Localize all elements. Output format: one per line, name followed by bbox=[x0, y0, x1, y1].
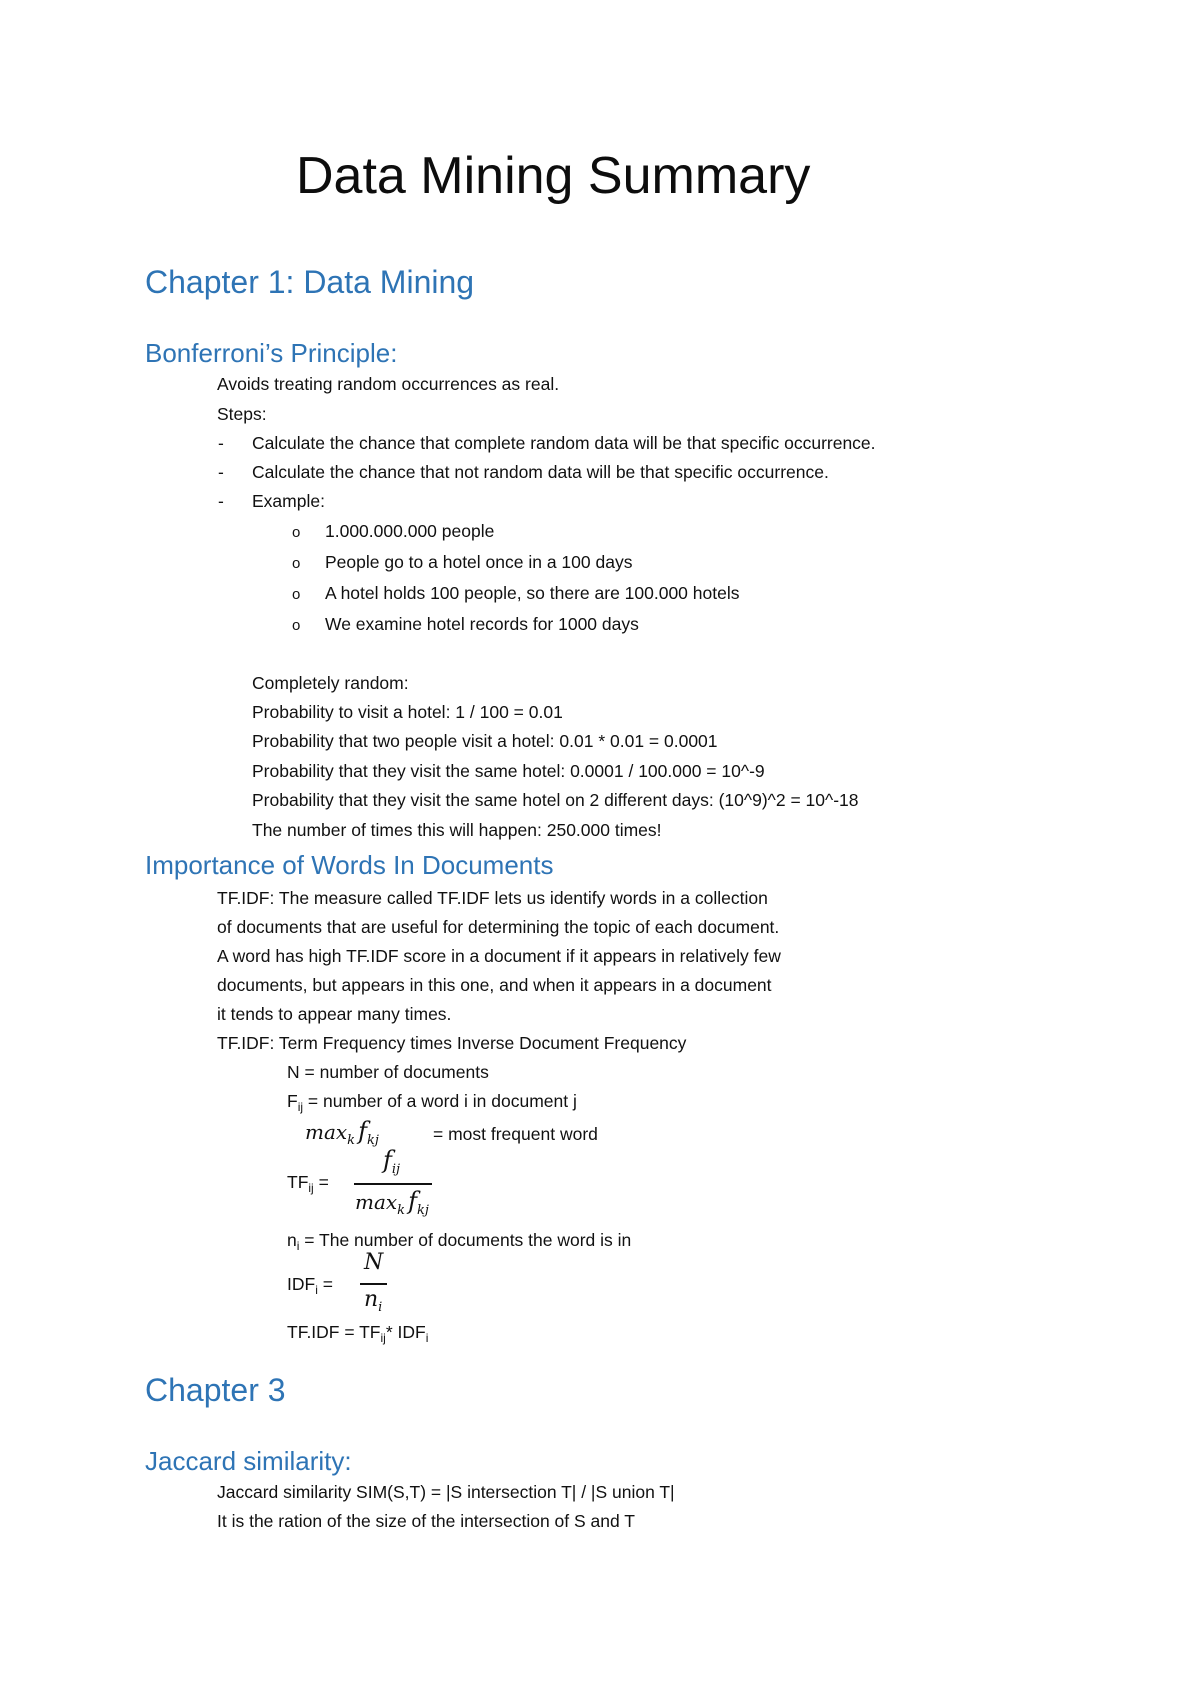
idf-denominator: $n_i$ bbox=[364, 1287, 383, 1315]
f-definition: $F_{ij}$ = number of a word i in document j bbox=[287, 1091, 577, 1114]
step-item: Calculate the chance that complete random data will be that specific occurrence. bbox=[252, 433, 876, 453]
dash-bullet: - bbox=[218, 491, 224, 511]
random-label: Completely random: bbox=[252, 673, 409, 693]
max-formula: $\max_k f_{kj}$ bbox=[305, 1117, 379, 1148]
random-line: Probability that they visit the same hotel: 0.0001 / 100.000 = 10^-9 bbox=[252, 761, 765, 781]
dash-bullet: - bbox=[218, 433, 224, 453]
idf-label: $IDF_i$ = bbox=[287, 1274, 333, 1297]
step-item: Calculate the chance that not random data will be that specific occurrence. bbox=[252, 462, 829, 482]
bonferroni-intro: Avoids treating random occurrences as real. bbox=[217, 374, 560, 394]
random-line: The number of times this will happen: 250.000 times! bbox=[252, 820, 662, 840]
circle-bullet: o bbox=[292, 524, 301, 541]
bonferroni-heading: Bonferroni’s Principle: bbox=[145, 338, 398, 368]
document-title: Data Mining Summary bbox=[296, 147, 811, 205]
random-line: Probability that two people visit a hotel: 0.01 * 0.01 = 0.0001 bbox=[252, 731, 718, 751]
random-line: Probability to visit a hotel: 1 / 100 = 0.01 bbox=[252, 702, 563, 722]
tfidf-formula: $TF.IDF = TF_{ij}*$ $IDF_i$ bbox=[287, 1322, 429, 1345]
chapter-1-heading: Chapter 1: Data Mining bbox=[145, 264, 475, 300]
importance-heading: Importance of Words In Documents bbox=[145, 850, 554, 880]
circle-bullet: o bbox=[292, 586, 301, 603]
n-definition: N = number of documents bbox=[287, 1062, 489, 1082]
importance-paragraph-line: of documents that are useful for determining the topic of each document. bbox=[217, 917, 780, 937]
jaccard-line: It is the ration of the size of the intersection of S and T bbox=[217, 1511, 635, 1531]
max-description: = most frequent word bbox=[433, 1124, 598, 1144]
example-item: 1.000.000.000 people bbox=[325, 521, 495, 541]
tf-numerator: $f_{ij}$ bbox=[383, 1146, 401, 1177]
dash-bullet: - bbox=[218, 462, 224, 482]
importance-paragraph-line: it tends to appear many times. bbox=[217, 1004, 452, 1024]
circle-bullet: o bbox=[292, 555, 301, 572]
idf-fraction-bar bbox=[360, 1283, 387, 1285]
steps-label: Steps: bbox=[217, 404, 267, 424]
tf-fraction-bar bbox=[354, 1183, 432, 1185]
example-item: A hotel holds 100 people, so there are 100.000 hotels bbox=[325, 583, 740, 603]
ni-definition: $n_i$ = The number of documents the word is in bbox=[287, 1230, 632, 1253]
idf-numerator: N bbox=[364, 1250, 384, 1275]
example-item: We examine hotel records for 1000 days bbox=[325, 614, 639, 634]
importance-paragraph-line: TF.IDF: The measure called TF.IDF lets us identify words in a collection bbox=[217, 888, 768, 908]
example-item: People go to a hotel once in a 100 days bbox=[325, 552, 633, 572]
tfidf-definition: TF.IDF: Term Frequency times Inverse Document Frequency bbox=[217, 1033, 687, 1053]
jaccard-heading: Jaccard similarity: bbox=[145, 1446, 352, 1476]
random-line: Probability that they visit the same hotel on 2 different days: (10^9)^2 = 10^-18 bbox=[252, 790, 859, 810]
tf-label: $TF_{ij}$ = bbox=[287, 1172, 329, 1195]
jaccard-line: Jaccard similarity SIM(S,T) = |S intersection T| / |S union T| bbox=[217, 1482, 675, 1502]
step-item: Example: bbox=[252, 491, 325, 511]
importance-paragraph-line: documents, but appears in this one, and when it appears in a document bbox=[217, 975, 772, 995]
circle-bullet: o bbox=[292, 617, 301, 634]
importance-paragraph-line: A word has high TF.IDF score in a document if it appears in relatively few bbox=[217, 946, 781, 966]
chapter-3-heading: Chapter 3 bbox=[145, 1372, 286, 1408]
tf-denominator: $\max_k f_{kj}$ bbox=[355, 1187, 429, 1218]
